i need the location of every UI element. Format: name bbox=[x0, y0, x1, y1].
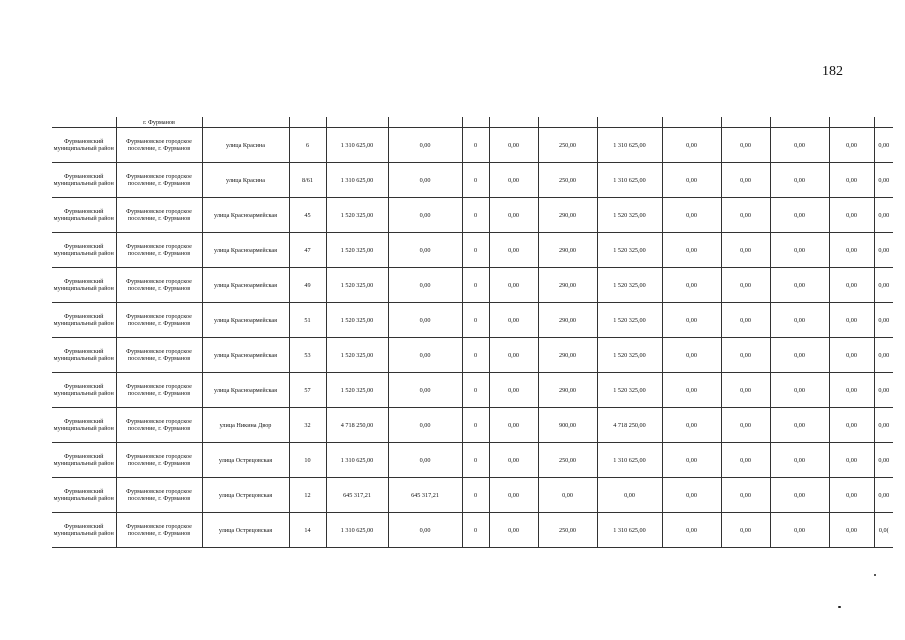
cell-c5: 250,00 bbox=[538, 163, 597, 198]
cell-district: Фурмановский муниципальный район bbox=[52, 268, 116, 303]
cell-c5: 290,00 bbox=[538, 233, 597, 268]
cell-district: Фурмановский муниципальный район bbox=[52, 233, 116, 268]
cell-c10: 0,00 bbox=[829, 338, 874, 373]
table-row bbox=[52, 478, 893, 513]
cell-c11: 0,00 bbox=[874, 373, 893, 408]
cell-street: улица Красина bbox=[202, 128, 289, 163]
cell-street: улица Красина bbox=[202, 163, 289, 198]
cell-c11: 0,00 bbox=[874, 338, 893, 373]
cell-house: 53 bbox=[289, 338, 326, 373]
cell-c6: 1 310 625,00 bbox=[597, 443, 662, 478]
cell-c9: 0,00 bbox=[770, 233, 829, 268]
cell-c8: 0,00 bbox=[721, 268, 770, 303]
cell-house: 10 bbox=[289, 443, 326, 478]
table-row bbox=[52, 373, 893, 408]
cell-c6: 0,00 bbox=[597, 478, 662, 513]
cell-settlement: Фурмановское городское поселение, г. Фурманов bbox=[116, 128, 202, 163]
cell-c1: 1 520 325,00 bbox=[326, 303, 388, 338]
cell-c4: 0,00 bbox=[489, 233, 538, 268]
cell-c6: 1 310 625,00 bbox=[597, 163, 662, 198]
table-row bbox=[52, 338, 893, 373]
cell-c2 bbox=[388, 117, 462, 128]
cell-c10: 0,00 bbox=[829, 373, 874, 408]
cell-house: 32 bbox=[289, 408, 326, 443]
cell-c2: 0,00 bbox=[388, 163, 462, 198]
cell-c3: 0 bbox=[462, 303, 489, 338]
cell-settlement: Фурмановское городское поселение, г. Фурманов bbox=[116, 513, 202, 548]
cell-c9: 0,00 bbox=[770, 338, 829, 373]
cell-c7: 0,00 bbox=[662, 408, 721, 443]
cell-c8: 0,00 bbox=[721, 233, 770, 268]
cell-c2: 0,00 bbox=[388, 408, 462, 443]
scan-speck bbox=[838, 606, 841, 608]
cell-c7: 0,00 bbox=[662, 233, 721, 268]
cell-settlement: Фурмановское городское поселение, г. Фурманов bbox=[116, 233, 202, 268]
cell-c2: 0,00 bbox=[388, 268, 462, 303]
cell-c1: 1 310 625,00 bbox=[326, 163, 388, 198]
cell-settlement: Фурмановское городское поселение, г. Фурманов bbox=[116, 268, 202, 303]
cell-c4: 0,00 bbox=[489, 373, 538, 408]
cell-c4 bbox=[489, 117, 538, 128]
table-body bbox=[52, 117, 893, 548]
cell-street: улица Острецовская bbox=[202, 513, 289, 548]
cell-c3: 0 bbox=[462, 268, 489, 303]
cell-c9: 0,00 bbox=[770, 478, 829, 513]
cell-c10: 0,00 bbox=[829, 303, 874, 338]
cell-c9: 0,00 bbox=[770, 408, 829, 443]
cell-c7: 0,00 bbox=[662, 268, 721, 303]
cell-c11: 0,00 bbox=[874, 163, 893, 198]
cell-c7: 0,00 bbox=[662, 478, 721, 513]
cell-c11: 0,00 bbox=[874, 128, 893, 163]
cell-c7: 0,00 bbox=[662, 163, 721, 198]
cell-c5: 0,00 bbox=[538, 478, 597, 513]
cell-settlement: Фурмановское городское поселение, г. Фурманов bbox=[116, 443, 202, 478]
cell-c8: 0,00 bbox=[721, 338, 770, 373]
cell-c1: 1 310 625,00 bbox=[326, 443, 388, 478]
cell-c3: 0 bbox=[462, 338, 489, 373]
cell-c9: 0,00 bbox=[770, 373, 829, 408]
cell-c2: 645 317,21 bbox=[388, 478, 462, 513]
cell-district: Фурмановский муниципальный район bbox=[52, 303, 116, 338]
cell-c11: 0,00 bbox=[874, 443, 893, 478]
cell-district: Фурмановский муниципальный район bbox=[52, 198, 116, 233]
cell-c3: 0 bbox=[462, 513, 489, 548]
cell-c7: 0,00 bbox=[662, 373, 721, 408]
cell-c7: 0,00 bbox=[662, 128, 721, 163]
cell-c3: 0 bbox=[462, 408, 489, 443]
cell-c11: 0,00 bbox=[874, 233, 893, 268]
cell-c2: 0,00 bbox=[388, 233, 462, 268]
cell-c7: 0,00 bbox=[662, 303, 721, 338]
cell-settlement: Фурмановское городское поселение, г. Фурманов bbox=[116, 373, 202, 408]
cell-c9: 0,00 bbox=[770, 128, 829, 163]
cell-c9: 0,00 bbox=[770, 443, 829, 478]
cell-settlement: Фурмановское городское поселение, г. Фурманов bbox=[116, 198, 202, 233]
cell-c1 bbox=[326, 117, 388, 128]
table-row bbox=[52, 163, 893, 198]
cell-c7: 0,00 bbox=[662, 513, 721, 548]
cell-c8: 0,00 bbox=[721, 478, 770, 513]
cell-c2: 0,00 bbox=[388, 513, 462, 548]
cell-c4: 0,00 bbox=[489, 443, 538, 478]
cell-c6: 1 310 625,00 bbox=[597, 513, 662, 548]
cell-c6: 1 310 625,00 bbox=[597, 128, 662, 163]
cell-house: 57 bbox=[289, 373, 326, 408]
cell-c4: 0,00 bbox=[489, 478, 538, 513]
cell-c6: 1 520 325,00 bbox=[597, 338, 662, 373]
cell-c8 bbox=[721, 117, 770, 128]
cell-c2: 0,00 bbox=[388, 338, 462, 373]
cell-c6: 1 520 325,00 bbox=[597, 268, 662, 303]
cell-settlement: Фурмановское городское поселение, г. Фурманов bbox=[116, 303, 202, 338]
table-row-continued bbox=[52, 117, 893, 128]
cell-c2: 0,00 bbox=[388, 303, 462, 338]
cell-c9: 0,00 bbox=[770, 198, 829, 233]
cell-c8: 0,00 bbox=[721, 443, 770, 478]
cell-house: 47 bbox=[289, 233, 326, 268]
cell-c1: 1 520 325,00 bbox=[326, 338, 388, 373]
cell-c5: 250,00 bbox=[538, 443, 597, 478]
cell-district: Фурмановский муниципальный район bbox=[52, 478, 116, 513]
cell-c3: 0 bbox=[462, 128, 489, 163]
cell-settlement: Фурмановское городское поселение, г. Фурманов bbox=[116, 478, 202, 513]
cell-c2: 0,00 bbox=[388, 373, 462, 408]
cell-settlement: г. Фурманов bbox=[116, 117, 202, 128]
cell-c6: 1 520 325,00 bbox=[597, 373, 662, 408]
table-row bbox=[52, 198, 893, 233]
table-row bbox=[52, 408, 893, 443]
cell-c10: 0,00 bbox=[829, 198, 874, 233]
cell-house: 14 bbox=[289, 513, 326, 548]
cell-c3: 0 bbox=[462, 233, 489, 268]
cell-c1: 1 520 325,00 bbox=[326, 198, 388, 233]
page-number: 182 bbox=[822, 64, 843, 79]
cell-street: улица Красноармейская bbox=[202, 373, 289, 408]
cell-c11: 0,00 bbox=[874, 198, 893, 233]
cell-house: 51 bbox=[289, 303, 326, 338]
cell-district bbox=[52, 117, 116, 128]
cell-house bbox=[289, 117, 326, 128]
cell-c10: 0,00 bbox=[829, 408, 874, 443]
cell-c9: 0,00 bbox=[770, 163, 829, 198]
cell-c3 bbox=[462, 117, 489, 128]
cell-c1: 1 310 625,00 bbox=[326, 513, 388, 548]
cell-district: Фурмановский муниципальный район bbox=[52, 513, 116, 548]
cell-c10: 0,00 bbox=[829, 128, 874, 163]
cell-c1: 645 317,21 bbox=[326, 478, 388, 513]
cell-street bbox=[202, 117, 289, 128]
table-row bbox=[52, 303, 893, 338]
cell-c8: 0,00 bbox=[721, 303, 770, 338]
scan-speck bbox=[874, 574, 876, 576]
cell-district: Фурмановский муниципальный район bbox=[52, 338, 116, 373]
cell-c3: 0 bbox=[462, 163, 489, 198]
cell-c11 bbox=[874, 117, 893, 128]
cell-c9: 0,00 bbox=[770, 513, 829, 548]
table-row bbox=[52, 233, 893, 268]
cell-c4: 0,00 bbox=[489, 513, 538, 548]
cell-district: Фурмановский муниципальный район bbox=[52, 443, 116, 478]
cell-c6: 1 520 325,00 bbox=[597, 198, 662, 233]
table-row bbox=[52, 513, 893, 548]
cell-district: Фурмановский муниципальный район bbox=[52, 408, 116, 443]
cell-c5: 290,00 bbox=[538, 373, 597, 408]
cell-c11: 0,00 bbox=[874, 268, 893, 303]
cell-c4: 0,00 bbox=[489, 128, 538, 163]
cell-c5: 250,00 bbox=[538, 513, 597, 548]
cell-c11: 0,00 bbox=[874, 408, 893, 443]
table-row bbox=[52, 443, 893, 478]
cell-c9: 0,00 bbox=[770, 303, 829, 338]
cell-c5: 900,00 bbox=[538, 408, 597, 443]
cell-c11: 0,00 bbox=[874, 478, 893, 513]
cell-c4: 0,00 bbox=[489, 198, 538, 233]
cell-c7: 0,00 bbox=[662, 338, 721, 373]
cell-c9 bbox=[770, 117, 829, 128]
cell-house: 49 bbox=[289, 268, 326, 303]
cell-c10: 0,00 bbox=[829, 443, 874, 478]
cell-c2: 0,00 bbox=[388, 443, 462, 478]
cell-c10 bbox=[829, 117, 874, 128]
cell-c5: 290,00 bbox=[538, 338, 597, 373]
cell-c4: 0,00 bbox=[489, 268, 538, 303]
cell-street: улица Красноармейская bbox=[202, 303, 289, 338]
table-row bbox=[52, 128, 893, 163]
cell-house: 6 bbox=[289, 128, 326, 163]
cell-c3: 0 bbox=[462, 443, 489, 478]
cell-street: улица Острецовская bbox=[202, 443, 289, 478]
cell-street: улица Красноармейская bbox=[202, 338, 289, 373]
cell-street: улица Красноармейская bbox=[202, 268, 289, 303]
cell-c8: 0,00 bbox=[721, 163, 770, 198]
cell-street: улица Никина Двор bbox=[202, 408, 289, 443]
cell-c4: 0,00 bbox=[489, 338, 538, 373]
cell-c6: 1 520 325,00 bbox=[597, 233, 662, 268]
cell-c6: 1 520 325,00 bbox=[597, 303, 662, 338]
cell-c5: 290,00 bbox=[538, 268, 597, 303]
housing-program-table bbox=[52, 117, 893, 548]
cell-settlement: Фурмановское городское поселение, г. Фурманов bbox=[116, 163, 202, 198]
cell-c7 bbox=[662, 117, 721, 128]
cell-c3: 0 bbox=[462, 373, 489, 408]
cell-c6: 4 718 250,00 bbox=[597, 408, 662, 443]
cell-street: улица Острецовская bbox=[202, 478, 289, 513]
cell-district: Фурмановский муниципальный район bbox=[52, 373, 116, 408]
cell-c5 bbox=[538, 117, 597, 128]
cell-c4: 0,00 bbox=[489, 408, 538, 443]
cell-street: улица Красноармейская bbox=[202, 233, 289, 268]
cell-c1: 1 520 325,00 bbox=[326, 233, 388, 268]
cell-c10: 0,00 bbox=[829, 513, 874, 548]
cell-street: улица Красноармейская bbox=[202, 198, 289, 233]
cell-c8: 0,00 bbox=[721, 513, 770, 548]
cell-c11: 0,00 bbox=[874, 303, 893, 338]
cell-c2: 0,00 bbox=[388, 128, 462, 163]
cell-settlement: Фурмановское городское поселение, г. Фурманов bbox=[116, 338, 202, 373]
cell-c10: 0,00 bbox=[829, 163, 874, 198]
cell-house: 45 bbox=[289, 198, 326, 233]
cell-house: 12 bbox=[289, 478, 326, 513]
cell-c1: 1 310 625,00 bbox=[326, 128, 388, 163]
cell-c10: 0,00 bbox=[829, 478, 874, 513]
cell-c7: 0,00 bbox=[662, 198, 721, 233]
cell-settlement: Фурмановское городское поселение, г. Фурманов bbox=[116, 408, 202, 443]
table-row bbox=[52, 268, 893, 303]
cell-c1: 4 718 250,00 bbox=[326, 408, 388, 443]
cell-c6 bbox=[597, 117, 662, 128]
cell-c7: 0,00 bbox=[662, 443, 721, 478]
cell-c5: 290,00 bbox=[538, 303, 597, 338]
cell-c3: 0 bbox=[462, 198, 489, 233]
cell-c10: 0,00 bbox=[829, 268, 874, 303]
cell-c5: 250,00 bbox=[538, 128, 597, 163]
cell-c8: 0,00 bbox=[721, 128, 770, 163]
cell-c9: 0,00 bbox=[770, 268, 829, 303]
cell-c2: 0,00 bbox=[388, 198, 462, 233]
cell-c1: 1 520 325,00 bbox=[326, 373, 388, 408]
cell-c11: 0,0( bbox=[874, 513, 893, 548]
cell-c8: 0,00 bbox=[721, 373, 770, 408]
cell-c5: 290,00 bbox=[538, 198, 597, 233]
cell-c4: 0,00 bbox=[489, 163, 538, 198]
cell-district: Фурмановский муниципальный район bbox=[52, 128, 116, 163]
cell-c8: 0,00 bbox=[721, 408, 770, 443]
cell-c4: 0,00 bbox=[489, 303, 538, 338]
cell-house: 8/61 bbox=[289, 163, 326, 198]
cell-district: Фурмановский муниципальный район bbox=[52, 163, 116, 198]
cell-c1: 1 520 325,00 bbox=[326, 268, 388, 303]
cell-c8: 0,00 bbox=[721, 198, 770, 233]
cell-c10: 0,00 bbox=[829, 233, 874, 268]
cell-c3: 0 bbox=[462, 478, 489, 513]
